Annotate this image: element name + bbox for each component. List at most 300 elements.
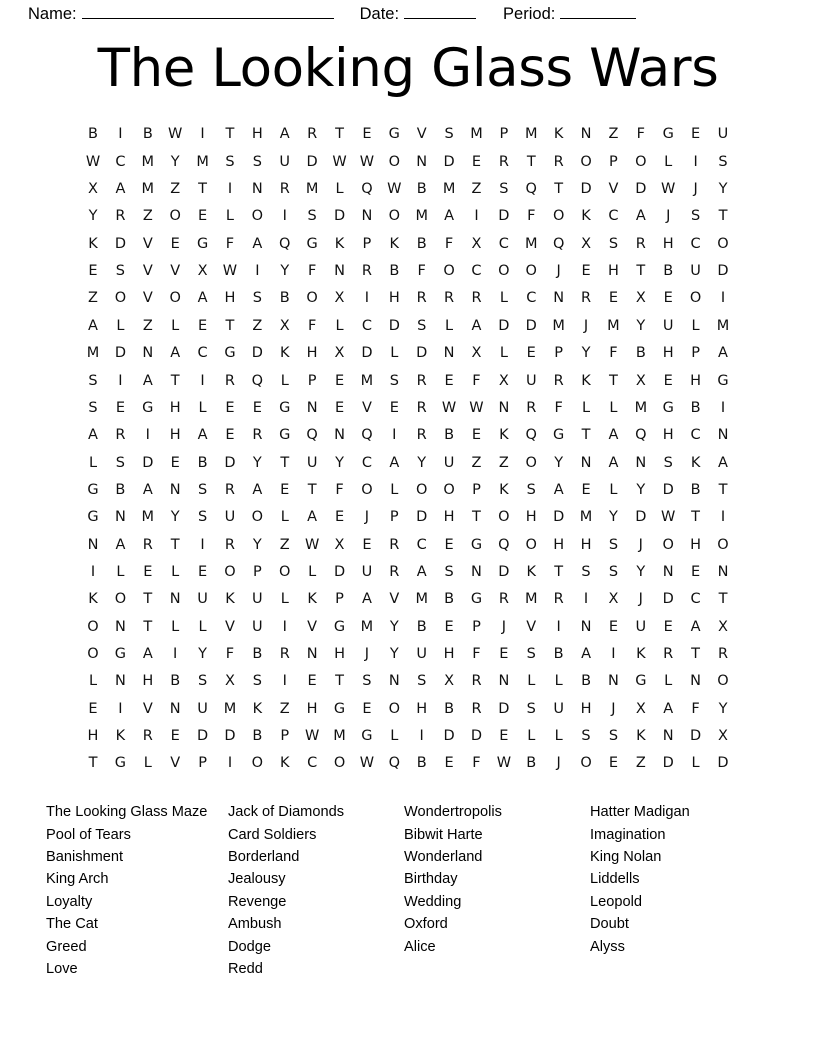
grid-cell[interactable]: H — [306, 700, 318, 717]
grid-cell[interactable]: N — [169, 591, 181, 608]
grid-cell[interactable]: I — [145, 427, 150, 444]
grid-cell[interactable]: O — [580, 755, 592, 772]
grid-cell[interactable]: O — [224, 563, 236, 580]
grid-cell[interactable]: J — [666, 208, 671, 225]
grid-cell[interactable]: S — [225, 153, 235, 170]
grid-cell[interactable]: S — [417, 317, 427, 334]
grid-cell[interactable]: Z — [88, 290, 98, 307]
grid-cell[interactable]: L — [664, 673, 673, 690]
grid-cell[interactable]: R — [553, 372, 564, 389]
grid-cell[interactable]: R — [663, 645, 674, 662]
grid-cell[interactable]: A — [307, 509, 318, 526]
grid-cell[interactable]: M — [86, 345, 100, 362]
grid-cell[interactable]: T — [335, 673, 344, 690]
grid-cell[interactable]: Y — [417, 454, 427, 471]
grid-cell[interactable]: Y — [718, 700, 728, 717]
grid-cell[interactable]: U — [635, 618, 647, 635]
grid-cell[interactable]: V — [389, 591, 400, 608]
grid-cell[interactable]: Q — [279, 235, 291, 252]
grid-cell[interactable]: X — [498, 372, 509, 389]
grid-cell[interactable]: A — [142, 645, 153, 662]
grid-cell[interactable]: N — [306, 645, 318, 662]
grid-cell[interactable]: R — [115, 208, 126, 225]
grid-cell[interactable]: T — [526, 153, 536, 170]
grid-cell[interactable]: E — [170, 454, 180, 471]
grid-cell[interactable]: D — [196, 727, 209, 744]
grid-cell[interactable]: F — [417, 263, 426, 280]
grid-cell[interactable]: T — [198, 181, 207, 198]
grid-cell[interactable]: E — [499, 645, 509, 662]
grid-cell[interactable]: B — [444, 591, 455, 608]
grid-cell[interactable]: R — [389, 536, 400, 553]
grid-cell[interactable]: Z — [471, 454, 482, 471]
grid-cell[interactable]: I — [227, 181, 233, 198]
grid-cell[interactable]: F — [636, 126, 645, 143]
grid-cell[interactable]: A — [444, 208, 455, 225]
grid-cell[interactable]: L — [198, 399, 207, 416]
grid-cell[interactable]: I — [282, 673, 287, 690]
word-list-item[interactable]: Loyalty — [46, 893, 93, 910]
grid-cell[interactable]: D — [142, 454, 154, 471]
grid-cell[interactable]: A — [553, 481, 564, 498]
grid-cell[interactable]: T — [609, 372, 618, 389]
grid-cell[interactable]: A — [471, 317, 482, 334]
grid-cell[interactable]: O — [388, 153, 401, 170]
grid-cell[interactable]: X — [334, 536, 345, 553]
grid-cell[interactable]: Y — [389, 618, 399, 635]
word-list-item[interactable]: The Cat — [46, 916, 98, 933]
grid-cell[interactable]: E — [444, 536, 454, 553]
grid-cell[interactable]: F — [335, 481, 344, 498]
grid-cell[interactable]: E — [362, 536, 372, 553]
grid-cell[interactable]: V — [526, 618, 537, 635]
grid-cell[interactable]: K — [499, 427, 509, 444]
grid-cell[interactable]: M — [141, 153, 155, 170]
grid-cell[interactable]: D — [717, 755, 729, 772]
grid-cell[interactable]: W — [85, 153, 101, 170]
grid-cell[interactable]: C — [608, 208, 619, 225]
grid-cell[interactable]: F — [225, 645, 235, 662]
grid-cell[interactable]: E — [663, 372, 673, 389]
grid-cell[interactable]: O — [635, 153, 647, 170]
grid-cell[interactable]: O — [689, 290, 702, 307]
grid-cell[interactable]: C — [471, 263, 482, 280]
grid-cell[interactable]: R — [416, 290, 427, 307]
grid-cell[interactable]: R — [361, 263, 372, 280]
grid-cell[interactable]: B — [526, 755, 537, 772]
grid-cell[interactable]: N — [334, 427, 345, 444]
grid-cell[interactable]: F — [444, 235, 454, 252]
grid-cell[interactable]: W — [387, 181, 402, 198]
grid-cell[interactable]: C — [307, 755, 318, 772]
grid-cell[interactable]: S — [417, 673, 427, 690]
grid-cell[interactable]: H — [662, 427, 674, 444]
grid-cell[interactable]: X — [471, 345, 482, 362]
grid-cell[interactable]: L — [116, 317, 125, 334]
grid-cell[interactable]: K — [307, 591, 317, 608]
grid-cell[interactable]: A — [252, 235, 263, 252]
grid-cell[interactable]: B — [416, 618, 427, 635]
grid-cell[interactable]: G — [388, 126, 400, 143]
grid-cell[interactable]: C — [498, 235, 509, 252]
grid-cell[interactable]: E — [334, 509, 345, 526]
grid-cell[interactable]: A — [635, 208, 646, 225]
grid-cell[interactable]: D — [662, 591, 674, 608]
grid-cell[interactable]: Y — [554, 454, 564, 471]
grid-cell[interactable]: V — [225, 618, 235, 635]
grid-cell[interactable]: N — [114, 509, 126, 526]
grid-cell[interactable]: R — [526, 399, 537, 416]
grid-cell[interactable]: V — [142, 700, 153, 717]
grid-cell[interactable]: Z — [252, 317, 263, 334]
grid-cell[interactable]: O — [251, 755, 264, 772]
grid-cell[interactable]: D — [553, 509, 565, 526]
grid-cell[interactable]: A — [115, 536, 126, 553]
grid-cell[interactable]: X — [718, 727, 728, 744]
grid-cell[interactable]: O — [388, 208, 401, 225]
grid-cell[interactable]: Y — [170, 509, 180, 526]
grid-cell[interactable]: K — [636, 645, 646, 662]
grid-cell[interactable]: L — [116, 563, 125, 580]
grid-cell[interactable]: M — [634, 399, 648, 416]
grid-cell[interactable]: E — [197, 208, 208, 225]
grid-cell[interactable]: I — [693, 153, 698, 170]
grid-cell[interactable]: O — [87, 618, 99, 635]
grid-cell[interactable]: O — [114, 591, 127, 608]
grid-cell[interactable]: R — [416, 399, 427, 416]
grid-cell[interactable]: T — [280, 454, 290, 471]
grid-cell[interactable]: T — [225, 126, 235, 143]
grid-cell[interactable]: V — [170, 263, 181, 280]
grid-cell[interactable]: L — [691, 755, 700, 772]
grid-cell[interactable]: N — [471, 563, 482, 580]
word-list-item[interactable]: Doubt — [590, 916, 629, 933]
grid-cell[interactable]: K — [115, 727, 126, 744]
grid-cell[interactable]: L — [171, 317, 180, 334]
grid-cell[interactable]: F — [307, 263, 317, 280]
grid-cell[interactable]: Y — [389, 645, 399, 662]
grid-cell[interactable]: E — [115, 399, 125, 416]
grid-cell[interactable]: I — [200, 536, 205, 553]
grid-cell[interactable]: L — [308, 563, 317, 580]
grid-cell[interactable]: E — [581, 481, 591, 498]
grid-cell[interactable]: R — [471, 673, 482, 690]
grid-cell[interactable]: X — [88, 181, 98, 198]
grid-cell[interactable]: K — [690, 454, 701, 471]
grid-cell[interactable]: K — [389, 235, 400, 252]
grid-cell[interactable]: T — [554, 563, 564, 580]
grid-cell[interactable]: I — [118, 126, 123, 143]
grid-cell[interactable]: C — [115, 153, 126, 170]
grid-cell[interactable]: C — [690, 427, 701, 444]
grid-cell[interactable]: P — [252, 563, 262, 580]
grid-cell[interactable]: M — [196, 153, 209, 170]
grid-cell[interactable]: R — [279, 645, 290, 662]
grid-cell[interactable]: U — [717, 126, 729, 143]
grid-cell[interactable]: T — [718, 591, 728, 608]
grid-cell[interactable]: H — [224, 290, 236, 307]
grid-cell[interactable]: T — [691, 509, 701, 526]
grid-cell[interactable]: Z — [142, 208, 153, 225]
word-list-item[interactable]: Oxford — [404, 916, 448, 933]
grid-cell[interactable]: W — [222, 263, 238, 280]
grid-cell[interactable]: N — [498, 673, 510, 690]
grid-cell[interactable]: L — [554, 673, 563, 690]
grid-cell[interactable]: W — [661, 509, 676, 526]
grid-cell[interactable]: J — [693, 181, 698, 198]
grid-cell[interactable]: Q — [525, 181, 537, 198]
grid-cell[interactable]: J — [364, 645, 370, 662]
grid-cell[interactable]: B — [115, 481, 126, 498]
grid-cell[interactable]: G — [87, 481, 99, 498]
grid-cell[interactable]: B — [279, 290, 290, 307]
grid-cell[interactable]: N — [498, 399, 510, 416]
grid-cell[interactable]: A — [581, 645, 591, 662]
grid-cell[interactable]: E — [691, 126, 701, 143]
word-list-item[interactable]: Jealousy — [228, 871, 286, 888]
grid-cell[interactable]: O — [717, 536, 729, 553]
grid-cell[interactable]: X — [224, 673, 235, 690]
grid-cell[interactable]: S — [526, 481, 536, 498]
name-write-line[interactable] — [82, 4, 334, 19]
grid-cell[interactable]: H — [580, 700, 592, 717]
grid-cell[interactable]: G — [470, 591, 483, 608]
grid-cell[interactable]: D — [635, 181, 647, 198]
word-list-item[interactable]: Alyss — [590, 938, 625, 955]
grid-cell[interactable]: N — [443, 345, 455, 362]
grid-cell[interactable]: N — [142, 345, 154, 362]
grid-cell[interactable]: G — [114, 755, 127, 772]
grid-cell[interactable]: Y — [581, 345, 591, 362]
grid-cell[interactable]: R — [581, 290, 592, 307]
grid-cell[interactable]: M — [525, 591, 538, 608]
grid-cell[interactable]: E — [663, 290, 673, 307]
grid-cell[interactable]: L — [335, 317, 344, 334]
grid-cell[interactable]: E — [307, 673, 317, 690]
grid-cell[interactable]: S — [608, 536, 619, 553]
grid-cell[interactable]: O — [525, 454, 537, 471]
grid-cell[interactable]: R — [142, 536, 153, 553]
grid-cell[interactable]: H — [580, 536, 592, 553]
grid-cell[interactable]: L — [280, 372, 289, 389]
word-list-item[interactable]: Wedding — [404, 893, 462, 910]
grid-cell[interactable]: W — [496, 755, 512, 772]
grid-cell[interactable]: A — [690, 618, 701, 635]
grid-cell[interactable]: T — [88, 755, 98, 772]
grid-cell[interactable]: I — [720, 399, 726, 416]
grid-cell[interactable]: H — [443, 645, 455, 662]
grid-cell[interactable]: A — [718, 454, 728, 471]
grid-cell[interactable]: M — [333, 727, 346, 744]
grid-cell[interactable]: N — [608, 673, 619, 690]
grid-cell[interactable]: F — [691, 700, 700, 717]
grid-cell[interactable]: N — [169, 481, 181, 498]
grid-cell[interactable]: E — [526, 345, 536, 362]
grid-cell[interactable]: K — [88, 235, 98, 252]
grid-cell[interactable]: C — [416, 536, 427, 553]
grid-cell[interactable]: J — [583, 317, 589, 334]
grid-cell[interactable]: I — [282, 618, 287, 635]
grid-cell[interactable]: S — [718, 153, 728, 170]
grid-cell[interactable]: A — [663, 700, 674, 717]
grid-cell[interactable]: A — [88, 427, 98, 444]
grid-cell[interactable]: D — [498, 317, 510, 334]
grid-cell[interactable]: I — [118, 700, 123, 717]
grid-cell[interactable]: O — [525, 263, 537, 280]
grid-cell[interactable]: G — [114, 645, 127, 662]
grid-cell[interactable]: E — [334, 399, 345, 416]
grid-cell[interactable]: L — [88, 454, 98, 471]
grid-cell[interactable]: Y — [718, 181, 728, 198]
grid-cell[interactable]: D — [361, 345, 373, 362]
grid-cell[interactable]: N — [388, 673, 400, 690]
grid-cell[interactable]: E — [691, 563, 701, 580]
grid-cell[interactable]: K — [581, 208, 591, 225]
grid-cell[interactable]: Q — [251, 372, 264, 389]
grid-cell[interactable]: S — [444, 126, 454, 143]
grid-cell[interactable]: E — [225, 399, 235, 416]
grid-cell[interactable]: O — [552, 208, 565, 225]
grid-cell[interactable]: O — [498, 509, 510, 526]
grid-cell[interactable]: N — [251, 181, 263, 198]
grid-cell[interactable]: P — [362, 235, 372, 252]
grid-cell[interactable]: J — [364, 509, 370, 526]
grid-cell[interactable]: X — [334, 345, 345, 362]
grid-cell[interactable]: I — [255, 263, 260, 280]
word-list-item[interactable]: Pool of Tears — [46, 826, 131, 843]
grid-cell[interactable]: O — [87, 645, 99, 662]
grid-cell[interactable]: F — [472, 755, 481, 772]
grid-cell[interactable]: M — [360, 618, 374, 635]
grid-cell[interactable]: P — [499, 126, 509, 143]
grid-cell[interactable]: O — [415, 481, 428, 498]
grid-cell[interactable]: G — [87, 509, 99, 526]
grid-cell[interactable]: U — [197, 591, 208, 608]
grid-cell[interactable]: H — [251, 126, 263, 143]
grid-cell[interactable]: S — [444, 563, 454, 580]
grid-cell[interactable]: Z — [170, 181, 181, 198]
grid-cell[interactable]: W — [304, 536, 320, 553]
grid-cell[interactable]: L — [280, 509, 289, 526]
grid-cell[interactable]: N — [717, 563, 729, 580]
grid-cell[interactable]: Z — [635, 755, 646, 772]
grid-cell[interactable]: M — [552, 317, 565, 334]
grid-cell[interactable]: O — [662, 536, 674, 553]
grid-cell[interactable]: H — [662, 235, 674, 252]
grid-cell[interactable]: H — [306, 345, 318, 362]
grid-cell[interactable]: Y — [636, 317, 646, 334]
grid-cell[interactable]: S — [581, 727, 591, 744]
grid-cell[interactable]: D — [662, 481, 674, 498]
grid-cell[interactable]: D — [114, 345, 126, 362]
grid-cell[interactable]: T — [143, 618, 153, 635]
grid-cell[interactable]: O — [251, 208, 264, 225]
grid-cell[interactable]: O — [169, 208, 181, 225]
grid-cell[interactable]: K — [553, 126, 564, 143]
grid-cell[interactable]: E — [197, 317, 208, 334]
grid-cell[interactable]: R — [279, 181, 290, 198]
grid-cell[interactable]: I — [200, 372, 205, 389]
grid-cell[interactable]: S — [88, 372, 98, 389]
grid-cell[interactable]: L — [390, 481, 399, 498]
grid-cell[interactable]: E — [663, 618, 673, 635]
grid-cell[interactable]: H — [142, 673, 154, 690]
grid-cell[interactable]: H — [87, 727, 99, 744]
grid-cell[interactable]: R — [224, 481, 235, 498]
grid-cell[interactable]: E — [608, 290, 619, 307]
grid-cell[interactable]: R — [416, 372, 427, 389]
grid-cell[interactable]: B — [389, 263, 400, 280]
grid-cell[interactable]: E — [88, 263, 98, 280]
grid-cell[interactable]: H — [169, 399, 181, 416]
grid-cell[interactable]: W — [359, 153, 375, 170]
grid-cell[interactable]: G — [635, 673, 647, 690]
grid-cell[interactable]: Z — [498, 454, 509, 471]
word-list-item[interactable]: Greed — [46, 938, 87, 955]
grid-cell[interactable]: W — [469, 399, 484, 416]
grid-cell[interactable]: V — [170, 755, 181, 772]
grid-cell[interactable]: E — [197, 563, 208, 580]
grid-cell[interactable]: U — [279, 153, 291, 170]
word-list-item[interactable]: Wondertropolis — [404, 804, 502, 821]
grid-cell[interactable]: N — [580, 126, 592, 143]
grid-cell[interactable]: Q — [525, 427, 537, 444]
grid-cell[interactable]: E — [280, 481, 290, 498]
grid-cell[interactable]: A — [608, 427, 619, 444]
grid-cell[interactable]: D — [470, 727, 483, 744]
grid-cell[interactable]: X — [581, 235, 591, 252]
grid-cell[interactable]: F — [225, 235, 235, 252]
grid-cell[interactable]: N — [87, 536, 99, 553]
grid-cell[interactable]: P — [335, 591, 344, 608]
grid-cell[interactable]: G — [279, 427, 291, 444]
grid-cell[interactable]: B — [170, 673, 181, 690]
grid-cell[interactable]: L — [499, 290, 508, 307]
grid-cell[interactable]: A — [170, 345, 181, 362]
word-list-item[interactable]: Birthday — [404, 871, 458, 888]
grid-cell[interactable]: Y — [252, 454, 262, 471]
grid-cell[interactable]: F — [527, 208, 536, 225]
grid-cell[interactable]: Q — [635, 427, 647, 444]
grid-cell[interactable]: T — [718, 481, 728, 498]
grid-cell[interactable]: B — [197, 454, 208, 471]
grid-cell[interactable]: H — [690, 536, 702, 553]
grid-cell[interactable]: A — [416, 563, 427, 580]
grid-cell[interactable]: U — [306, 454, 318, 471]
grid-cell[interactable]: G — [717, 372, 729, 389]
grid-cell[interactable]: V — [142, 235, 153, 252]
grid-cell[interactable]: S — [197, 509, 208, 526]
grid-cell[interactable]: I — [90, 563, 96, 580]
grid-cell[interactable]: L — [225, 208, 234, 225]
grid-cell[interactable]: X — [444, 673, 455, 690]
grid-cell[interactable]: A — [361, 591, 372, 608]
grid-cell[interactable]: X — [635, 700, 646, 717]
grid-cell[interactable]: J — [638, 591, 643, 608]
grid-cell[interactable]: S — [526, 700, 536, 717]
grid-cell[interactable]: S — [197, 673, 208, 690]
grid-cell[interactable]: D — [416, 509, 428, 526]
grid-cell[interactable]: P — [554, 345, 564, 362]
grid-cell[interactable]: S — [307, 208, 317, 225]
grid-cell[interactable]: W — [359, 755, 375, 772]
grid-cell[interactable]: E — [225, 427, 235, 444]
grid-cell[interactable]: X — [197, 263, 208, 280]
grid-cell[interactable]: H — [443, 509, 455, 526]
grid-cell[interactable]: D — [388, 317, 400, 334]
grid-cell[interactable]: M — [716, 317, 730, 334]
grid-cell[interactable]: M — [579, 509, 593, 526]
